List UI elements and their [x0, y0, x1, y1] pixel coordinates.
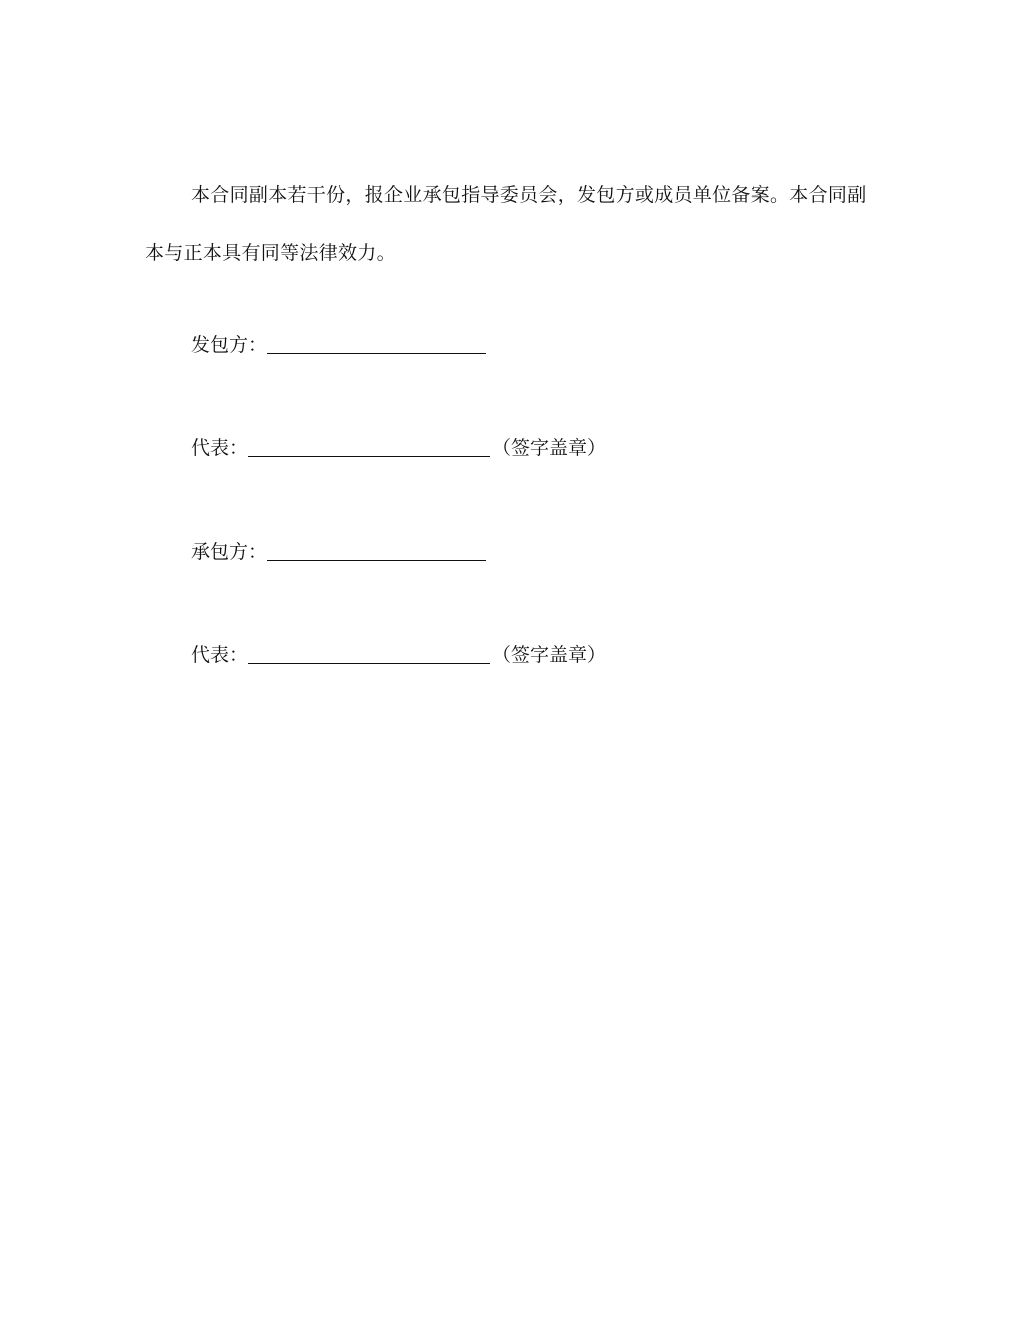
contractor-signature-row — [191, 534, 486, 564]
contractor-signature-line[interactable] — [267, 538, 486, 561]
employer-rep-sign-note: （签字盖章） — [492, 437, 607, 459]
contractor-rep-sign-note: （签字盖章） — [492, 644, 607, 666]
contractor-rep-signature-row — [191, 637, 606, 667]
contractor-label: 承包方： — [191, 541, 268, 563]
employer-rep-signature-row — [191, 430, 606, 460]
employer-signature-line[interactable] — [267, 331, 486, 354]
contractor-rep-signature-line[interactable] — [248, 641, 490, 664]
contract-copy-paragraph: 本合同副本若干份，报企业承包指导委员会，发包方或成员单位备案。本合同副本与正本具有同等法律效力。 — [145, 184, 867, 264]
employer-rep-label: 代表： — [191, 437, 249, 459]
employer-rep-signature-line[interactable] — [248, 434, 490, 457]
contractor-rep-label: 代表： — [191, 644, 249, 666]
employer-label: 发包方： — [191, 334, 268, 356]
employer-signature-row — [191, 327, 486, 357]
